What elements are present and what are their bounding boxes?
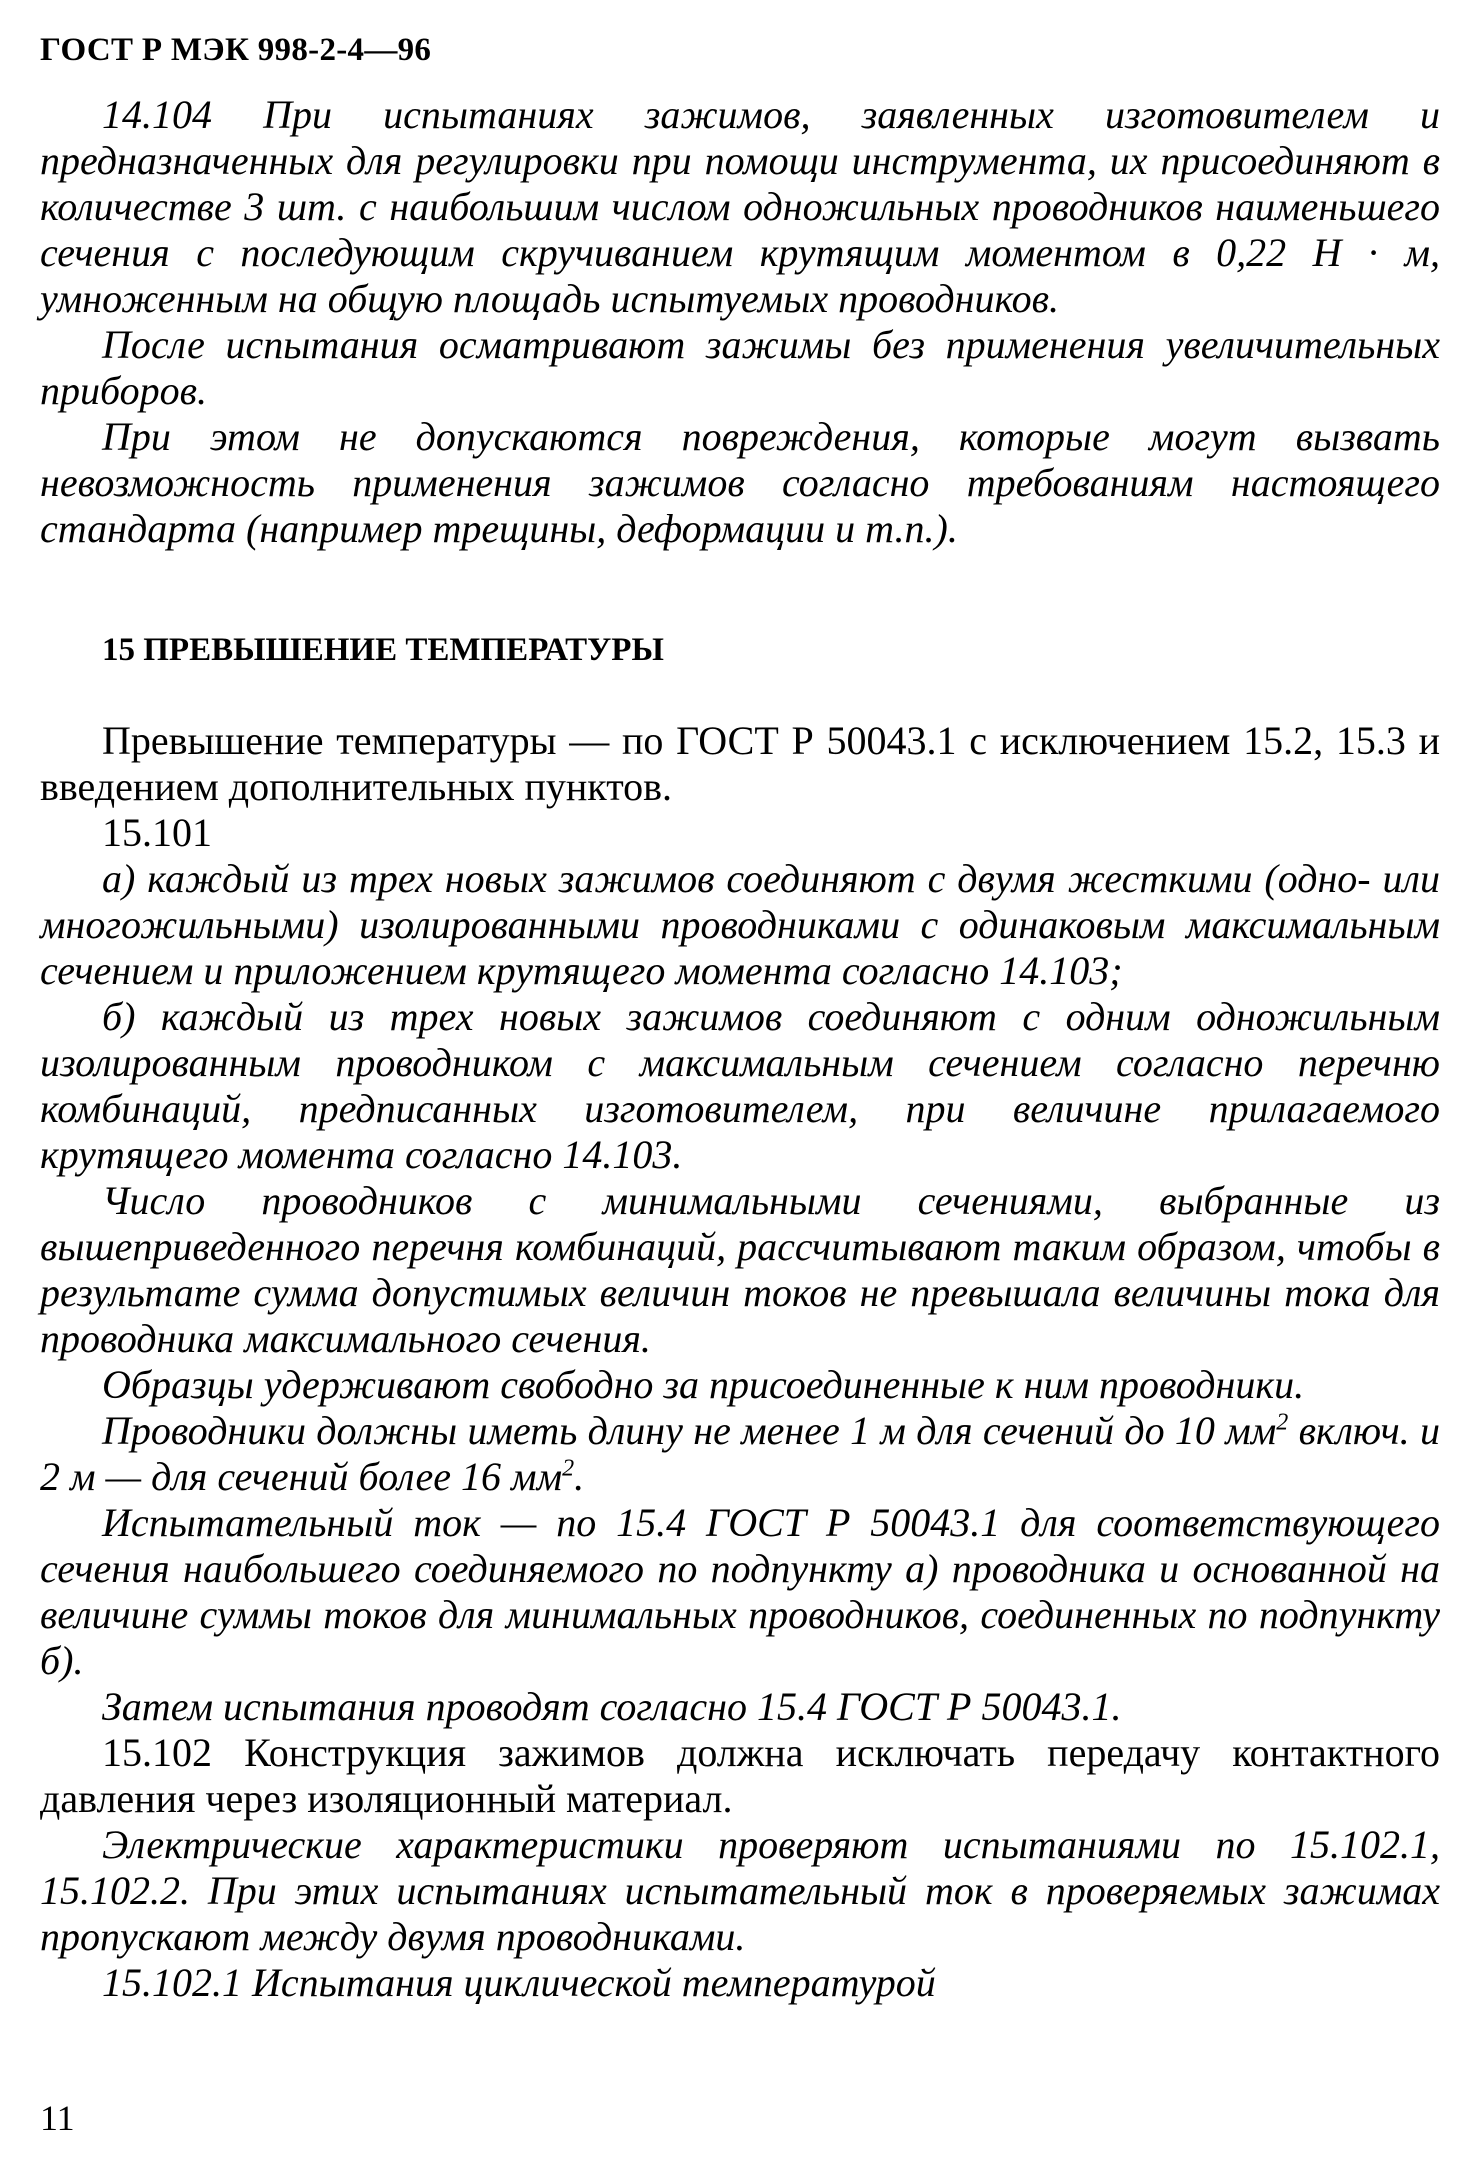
running-header: ГОСТ Р МЭК 998-2-4—96 <box>40 32 432 68</box>
length-text-1: Проводники должны иметь длину не менее 1 м для сечений до 10 мм <box>102 1408 1277 1453</box>
clause-15-101: 15.101 <box>102 810 212 855</box>
clause-15-102-1: 15.102.1 Испытания циклической температурой <box>102 1960 936 2005</box>
superscript-1: 2 <box>1276 1409 1289 1436</box>
paragraph-temperature-rise: Превышение температуры — по ГОСТ Р 50043.1 с исключением 15.2, 15.3 и введением дополнительных пунктов. <box>40 718 1440 809</box>
section-heading: 15 ПРЕВЫШЕНИЕ ТЕМПЕРАТУРЫ <box>102 632 664 668</box>
paragraph-conductor-count: Число проводников с минимальными сечениями, выбранные из вышеприведенного перечня комбинаций, рассчитывают таким образом, чтобы в результате сумма допустимых величин токов не превышала величины тока для проводника максимального сечения. <box>40 1178 1440 1361</box>
page-number: 11 <box>40 2098 75 2138</box>
paragraph-14-104: 14.104 При испытаниях зажимов, заявленных изготовителем и предназначенных для регулировки при помощи инструмента, их присоединяют в количестве 3 шт. с наибольшим числом одножильных проводников наименьшего сечения с последующим скручиванием крутящим моментом в 0,22 Н · м, умноженным на общую площадь испытуемых проводников. <box>40 92 1440 321</box>
paragraph-test-current: Испытательный ток — по 15.4 ГОСТ Р 50043.1 для соответствующего сечения наибольшего соединяемого по подпункту а) проводника и основанной на величине суммы токов для минимальных проводников, соединенных по подпункту б). <box>40 1500 1440 1683</box>
document-body <box>40 92 1440 2006</box>
length-text-2: включ. и 2 м — для сечений более 16 мм <box>40 1408 1441 1499</box>
document-page <box>40 20 1440 2006</box>
paragraph-samples: Образцы удерживают свободно за присоединенные к ним проводники. <box>102 1362 1305 1407</box>
clause-15-102: 15.102 Конструкция зажимов должна исключать передачу контактного давления через изоляционный материал. <box>40 1730 1440 1821</box>
paragraph-inspection: После испытания осматривают зажимы без применения увеличительных приборов. <box>40 322 1440 413</box>
paragraph-conductor-length <box>40 1408 1440 1500</box>
superscript-2: 2 <box>562 1455 575 1482</box>
paragraph-damage: При этом не допускаются повреждения, которые могут вызвать невозможность применения зажимов согласно требованиям настоящего стандарта (например трещины, деформации и т.п.). <box>40 414 1440 551</box>
paragraph-electrical: Электрические характеристики проверяют испытаниями по 15.102.1, 15.102.2. При этих испытаниях испытательный ток в проверяемых зажимах пропускают между двумя проводниками. <box>40 1822 1440 1959</box>
length-text-3: . <box>574 1454 585 1499</box>
item-a: а) каждый из трех новых зажимов соединяют с двумя жесткими (одно- или многожильными) изолированными проводниками с одинаковым максимальным сечением и приложением крутящего момента согласно 14.103; <box>40 856 1440 993</box>
paragraph-then-tests: Затем испытания проводят согласно 15.4 ГОСТ Р 50043.1. <box>102 1684 1122 1729</box>
item-b: б) каждый из трех новых зажимов соединяют с одним одножильным изолированным проводником с максимальным сечением согласно перечню комбинаций, предписанных изготовителем, при величине прилагаемого крутящего момента согласно 14.103. <box>40 994 1440 1177</box>
